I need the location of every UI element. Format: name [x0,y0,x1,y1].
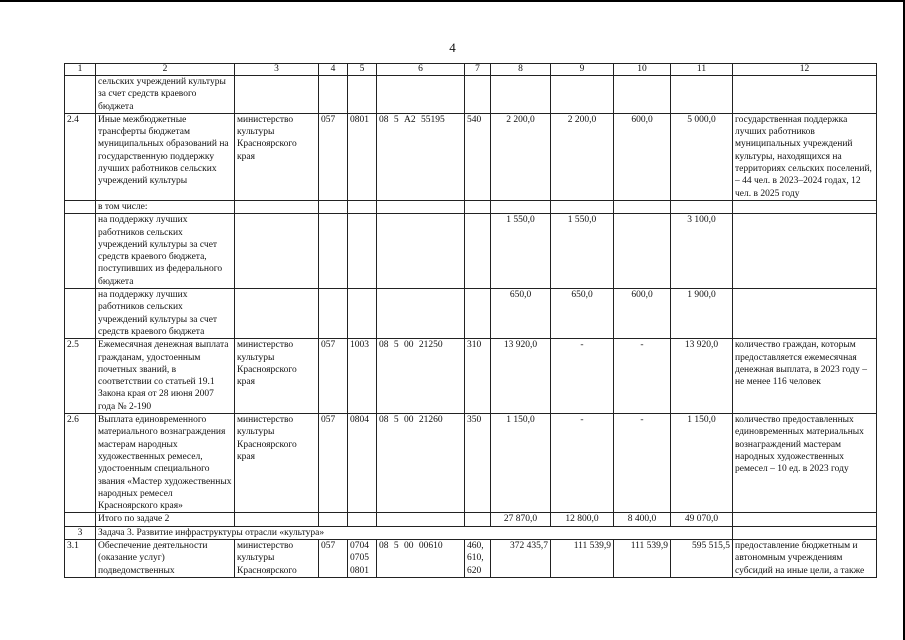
row-rzpr [348,513,377,526]
row-gerbs: 057 [319,113,348,200]
row-executor: министерство культуры Красноярского края [235,113,319,200]
row-year-2025: - [614,339,671,414]
row-result: количество предоставленных единовременных материальных вознаграждений мастерам народных художественных ремесел – 10 ед. в 2023 году [733,414,877,513]
table-row [65,414,877,513]
row-vr: 460, 610, 620 [465,539,491,577]
row-year-2023 [491,200,551,213]
row-csr: 08 5 00 21260 [377,414,465,513]
row-year-2023 [491,76,551,114]
row-year-2024: 111 539,9 [551,539,614,577]
row-vr: 310 [465,339,491,414]
row-result [733,289,877,339]
row-year-2024: - [551,414,614,513]
row-description: Обеспечение деятельности (оказание услуг) подведомственных [96,539,235,577]
table-row [65,76,877,114]
row-gerbs [319,513,348,526]
row-rzpr [348,214,377,289]
row-year-2024: 650,0 [551,289,614,339]
row-executor: министерство культуры Красноярского [235,539,319,577]
table-row [65,539,877,577]
row-csr [377,214,465,289]
row-csr: 08 5 00 21250 [377,339,465,414]
table-row [65,214,877,289]
row-rzpr [348,76,377,114]
row-result: государственная поддержка лучших работников муниципальных учреждений культуры, находящихся на территориях сельских поселений, – 44 чел. в 2023–2024 годах, 12 чел. в 2025 году [733,113,877,200]
row-year-2024: 12 800,0 [551,513,614,526]
row-year-2025: 600,0 [614,289,671,339]
row-csr [377,289,465,339]
row-year-2024: 1 550,0 [551,214,614,289]
row-csr [377,200,465,213]
row-rzpr: 0704 0705 0801 [348,539,377,577]
row-year-2024: - [551,339,614,414]
row-executor [235,289,319,339]
row-total: 595 515,5 [671,539,733,577]
table-header-row [65,64,877,76]
row-number [65,214,96,289]
row-number: 2.5 [65,339,96,414]
row-number [65,200,96,213]
row-result: предоставление бюджетным и автономным учреждениям субсидий на иные цели, а также [733,539,877,577]
table-row [65,513,877,526]
row-executor: министерство культуры Красноярского края [235,339,319,414]
row-rzpr: 0801 [348,113,377,200]
row-gerbs [319,200,348,213]
row-vr: 350 [465,414,491,513]
row-gerbs: 057 [319,539,348,577]
row-rzpr: 0804 [348,414,377,513]
row-number: 2.6 [65,414,96,513]
header-cell: 9 [551,64,614,76]
row-executor [235,200,319,213]
header-cell: 4 [319,64,348,76]
row-description: сельских учреждений культуры за счет средств краевого бюджета [96,76,235,114]
row-csr [377,513,465,526]
row-vr [465,214,491,289]
row-csr [377,76,465,114]
budget-table [64,63,877,578]
row-number [65,289,96,339]
row-total: 13 920,0 [671,339,733,414]
table-row [65,113,877,200]
row-number [65,76,96,114]
row-vr [465,289,491,339]
row-year-2025: 600,0 [614,113,671,200]
header-cell: 5 [348,64,377,76]
row-description: Итого по задаче 2 [96,513,235,526]
row-total [671,200,733,213]
row-gerbs [319,289,348,339]
row-total: 5 000,0 [671,113,733,200]
header-cell: 8 [491,64,551,76]
row-result [733,513,877,526]
table-row [65,289,877,339]
row-executor [235,214,319,289]
row-result: количество граждан, которым предоставляется ежемесячная денежная выплата, в 2023 году – не менее 116 человек [733,339,877,414]
row-executor [235,513,319,526]
row-executor: министерство культуры Красноярского края [235,414,319,513]
row-total: 1 900,0 [671,289,733,339]
row-rzpr [348,289,377,339]
task-title: Задача 3. Развитие инфраструктуры отрасли «культура» [96,526,733,539]
header-cell: 6 [377,64,465,76]
row-number: 3.1 [65,539,96,577]
row-gerbs: 057 [319,414,348,513]
row-result [733,200,877,213]
row-year-2025 [614,76,671,114]
header-cell: 2 [96,64,235,76]
row-number [65,513,96,526]
row-year-2024 [551,76,614,114]
row-rzpr: 1003 [348,339,377,414]
row-number: 2.4 [65,113,96,200]
row-year-2023: 372 435,7 [491,539,551,577]
header-cell: 10 [614,64,671,76]
header-cell: 3 [235,64,319,76]
row-year-2025: - [614,414,671,513]
row-year-2023: 13 920,0 [491,339,551,414]
row-year-2024: 2 200,0 [551,113,614,200]
row-description: Иные межбюджетные трансферты бюджетам муниципальных образований на государственную поддержку лучших работников сельских учреждений культуры [96,113,235,200]
row-total: 49 070,0 [671,513,733,526]
row-csr: 08 5 А2 55195 [377,113,465,200]
row-description: Выплата единовременного материального вознаграждения мастерам народных художественных ремесел, удостоенным специального звания «Мастер художественных народных ремесел Красноярского края» [96,414,235,513]
row-year-2025 [614,200,671,213]
row-executor [235,76,319,114]
row-result [733,214,877,289]
row-year-2023: 650,0 [491,289,551,339]
row-csr: 08 5 00 00610 [377,539,465,577]
page-number: 4 [449,40,456,55]
table-row [65,339,877,414]
task-row [65,526,877,539]
row-rzpr [348,200,377,213]
task-number: 3 [65,526,96,539]
row-gerbs: 057 [319,339,348,414]
row-year-2025: 8 400,0 [614,513,671,526]
row-total: 1 150,0 [671,414,733,513]
page-top-border [0,0,905,2]
row-year-2023: 1 150,0 [491,414,551,513]
row-vr: 540 [465,113,491,200]
row-year-2023: 27 870,0 [491,513,551,526]
row-year-2024 [551,200,614,213]
header-cell: 7 [465,64,491,76]
row-description: на поддержку лучших работников сельских учреждений культуры за счет средств краевого бюджета, поступивших из федерального бюджета [96,214,235,289]
row-description: на поддержку лучших работников сельских учреждений культуры за счет средств краевого бюджета [96,289,235,339]
row-total: 3 100,0 [671,214,733,289]
row-vr [465,76,491,114]
table-cell [733,526,877,539]
row-description: Ежемесячная денежная выплата гражданам, удостоенным почетных званий, в соответствии со статьей 19.1 Закона края от 28 июня 2007 года № 2-190 [96,339,235,414]
row-gerbs [319,214,348,289]
row-vr [465,200,491,213]
row-year-2025: 111 539,9 [614,539,671,577]
row-result [733,76,877,114]
row-vr [465,513,491,526]
table-row [65,200,877,213]
header-cell: 1 [65,64,96,76]
row-description: в том числе: [96,200,235,213]
row-year-2023: 1 550,0 [491,214,551,289]
header-cell: 11 [671,64,733,76]
row-gerbs [319,76,348,114]
row-year-2023: 2 200,0 [491,113,551,200]
header-cell: 12 [733,64,877,76]
row-total [671,76,733,114]
row-year-2025 [614,214,671,289]
